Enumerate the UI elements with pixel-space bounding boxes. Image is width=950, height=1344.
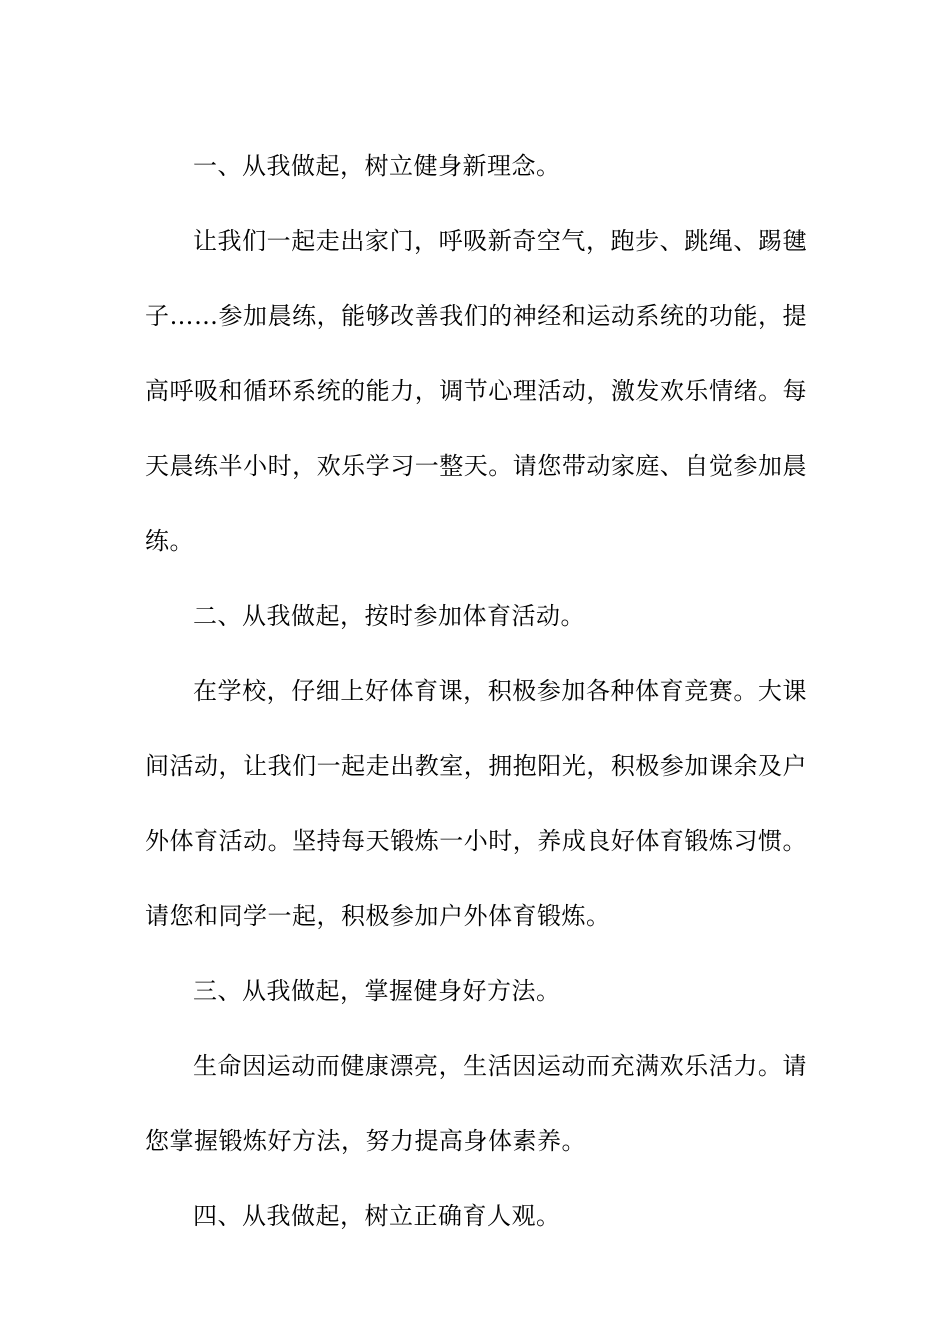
section-heading-2: 二、从我做起，按时参加体育活动。 <box>193 602 585 630</box>
section-heading-3: 三、从我做起，掌握健身好方法。 <box>193 977 561 1005</box>
section-paragraph-2: 在学校，仔细上好体育课，积极参加各种体育竞赛。大课间活动，让我们一起走出教室，拥抱阳光，积极参加课余及户外体育活动。坚持每天锻炼一小时，养成良好体育锻炼习惯。请您和同学一起，积极参加户外体育锻炼。 <box>145 677 807 930</box>
document-page <box>145 129 807 1254</box>
section-paragraph-1: 让我们一起走出家门，呼吸新奇空气，跑步、跳绳、踢毽子……参加晨练，能够改善我们的神经和运动系统的功能，提高呼吸和循环系统的能力，调节心理活动，激发欢乐情绪。每天晨练半小时，欢乐学习一整天。请您带动家庭、自觉参加晨练。 <box>145 227 807 555</box>
section-heading-1: 一、从我做起，树立健身新理念。 <box>193 152 561 180</box>
section-paragraph-3: 生命因运动而健康漂亮，生活因运动而充满欢乐活力。请您掌握锻炼好方法，努力提高身体素养。 <box>145 1052 807 1155</box>
section-heading-4: 四、从我做起，树立正确育人观。 <box>193 1202 561 1230</box>
